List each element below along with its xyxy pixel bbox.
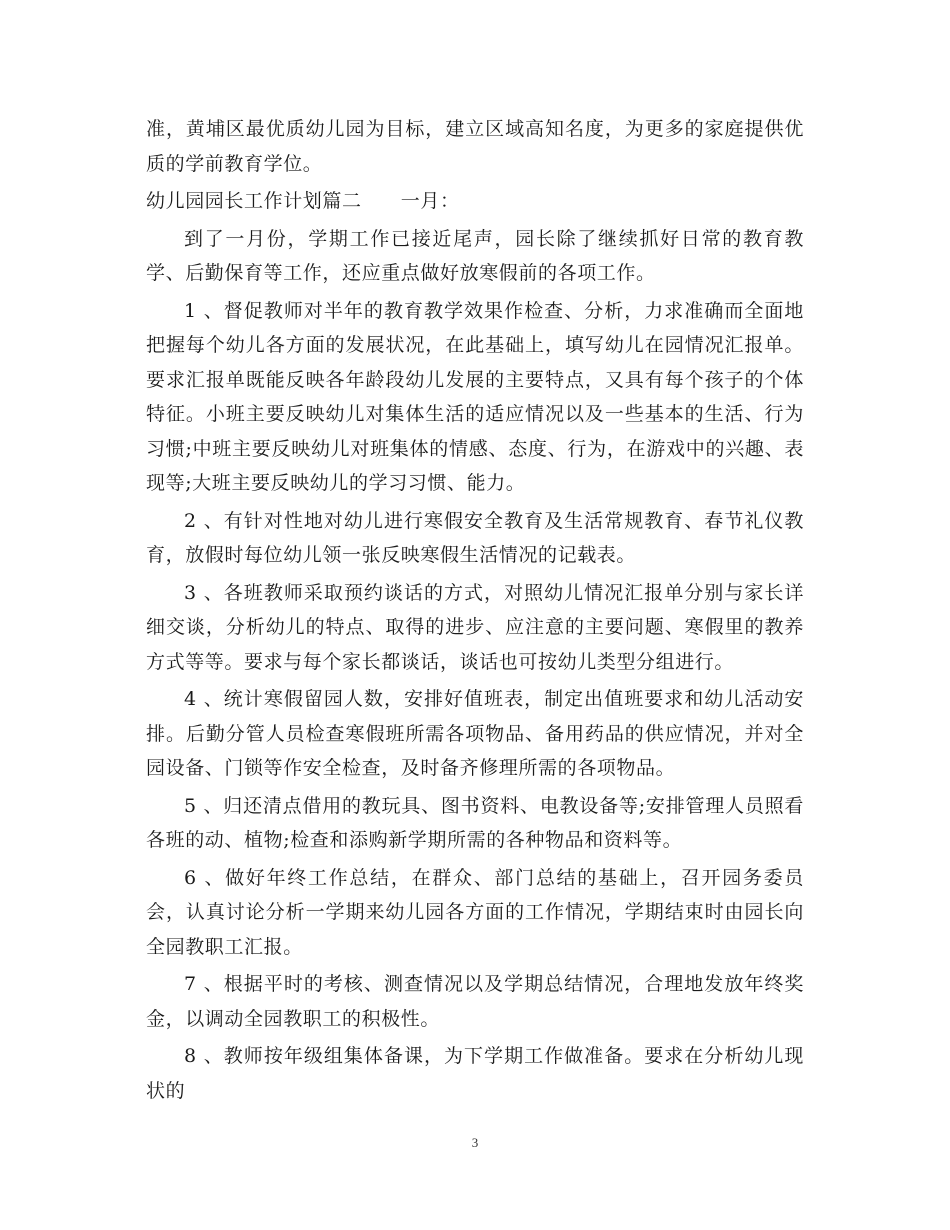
paragraph-january-overview: 到了一月份，学期工作已接近尾声，园长除了继续抓好日常的教育教学、后勤保育等工作，还应重点做好放寒假前的各项工作。: [146, 227, 804, 284]
list-item-6: 6 、做好年终工作总结，在群众、部门总结的基础上，召开园务委员会，认真讨论分析一学期来幼儿园各方面的工作情况，学期结束时由园长向全园教职工汇报。: [146, 866, 804, 958]
section-heading: 幼儿园园长工作计划篇二 一月：: [146, 190, 460, 212]
document-body: [146, 112, 804, 1111]
list-item-7: 7 、根据平时的考核、测查情况以及学期总结情况，合理地发放年终奖金，以调动全园教职工的积极性。: [146, 973, 804, 1030]
paragraph-intro-continuation: 准，黄埔区最优质幼儿园为目标，建立区域高知名度，为更多的家庭提供优质的学前教育学位。: [146, 118, 804, 175]
list-item-3: 3 、各班教师采取预约谈话的方式，对照幼儿情况汇报单分别与家长详细交谈，分析幼儿的特点、取得的进步、应注意的主要问题、寒假里的教养方式等等。要求与每个家长都谈话，谈话也可按幼儿类型分组进行。: [146, 581, 804, 673]
list-item-4: 4 、统计寒假留园人数，安排好值班表，制定出值班要求和幼儿活动安排。后勤分管人员检查寒假班所需各项物品、备用药品的供应情况，并对全园设备、门锁等作安全检查，及时备齐修理所需的各项物品。: [146, 688, 804, 779]
page-number: 3: [471, 1135, 479, 1150]
list-item-2: 2 、有针对性地对幼儿进行寒假安全教育及生活常规教育、春节礼仪教育，放假时每位幼儿领一张反映寒假生活情况的记载表。: [146, 509, 804, 566]
list-item-5: 5 、归还清点借用的教玩具、图书资料、电教设备等;安排管理人员照看各班的动、植物;检查和添购新学期所需的各种物品和资料等。: [146, 794, 804, 851]
list-item-8: 8 、教师按年级组集体备课，为下学期工作做准备。要求在分析幼儿现状的: [146, 1045, 804, 1102]
list-item-1: 1 、督促教师对半年的教育教学效果作检查、分析，力求准确而全面地把握每个幼儿各方面的发展状况，在此基础上，填写幼儿在园情况汇报单。要求汇报单既能反映各年龄段幼儿发展的主要特点，又具有每个孩子的个体特征。小班主要反映幼儿对集体生活的适应情况以及一些基本的生活、行为习惯;中班主要反映幼儿对班集体的情感、态度、行为，在游戏中的兴趣、表现等;大班主要反映幼儿的学习习惯、能力。: [146, 299, 804, 494]
